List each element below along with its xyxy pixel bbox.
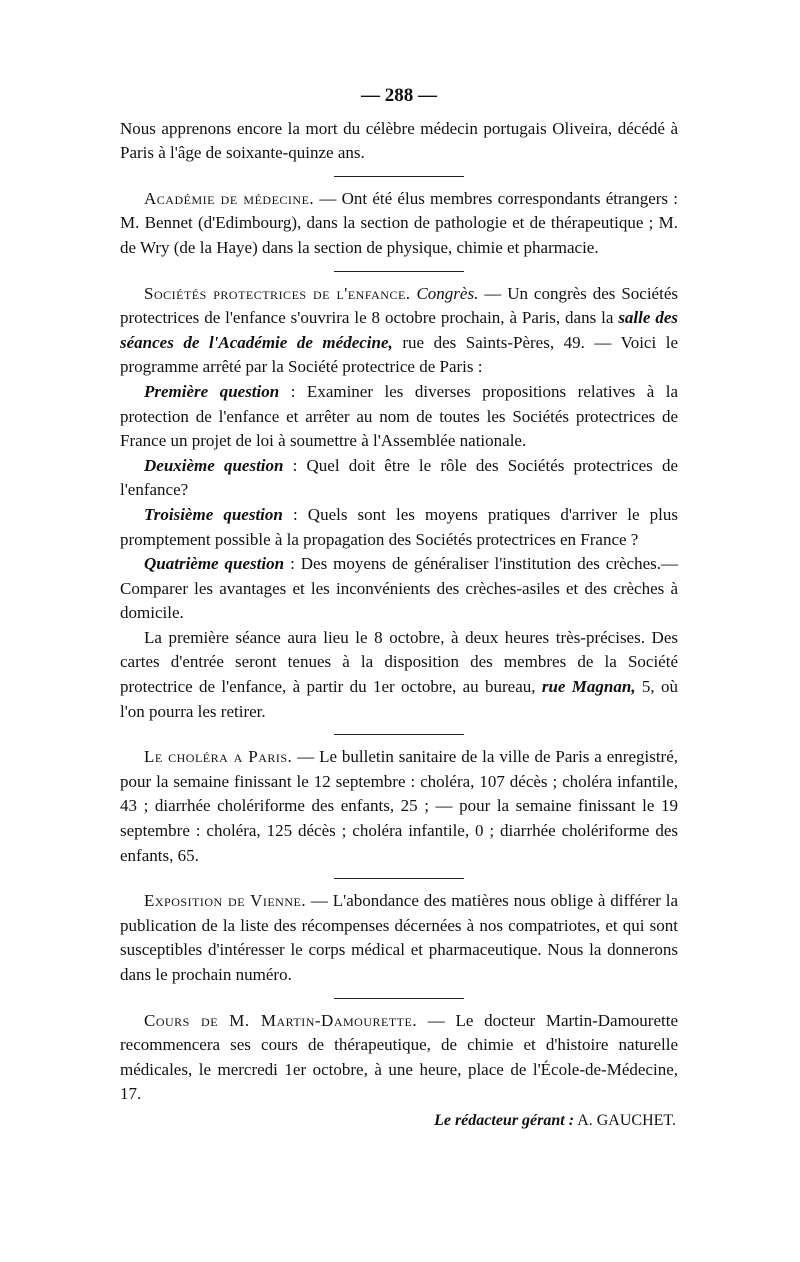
question-text: : Quel doit être le rôle des Sociétés protectrices de l'enfance? xyxy=(120,455,678,500)
section-divider xyxy=(334,998,464,999)
question-paragraph xyxy=(120,380,678,454)
cholera-paragraph xyxy=(120,745,678,868)
seance-paragraph xyxy=(120,626,678,724)
question-paragraph xyxy=(120,503,678,552)
societes-paragraph xyxy=(120,282,678,380)
question-label: Quatrième question xyxy=(144,554,285,574)
exposition-text: — L'abondance des matières nous oblige à différer la publication de la liste des récompenses décernées à nos compatriotes, et qui sont susceptibles d'intéresser le corps médical et pharmaceutique. Nous la donnerons dans le prochain numéro. xyxy=(120,891,678,984)
section-divider xyxy=(334,734,464,735)
cholera-text: — Le bulletin sanitaire de la ville de Paris a enregistré, pour la semaine finissant le 12 septembre : choléra, 107 décès ; choléra infantile, 43 ; diarrhée cholériforme des enfants, 25 ; — pour la semaine finissant le 19 septembre : choléra, 125 décès ; choléra infantile, 0 ; diarrhée cholériforme des enfants, 65. xyxy=(120,747,679,865)
page-number: — 288 — xyxy=(361,85,437,106)
question-text: : Quels sont les moyens pratiques d'arriver le plus promptement possible à la propagation des Sociétés protectrices en France ? xyxy=(120,504,679,549)
section-heading-cours: Cours de M. Martin-Damourette. xyxy=(144,1010,418,1030)
page-body xyxy=(120,84,678,1134)
congres-subheading: Congrès. xyxy=(416,283,479,303)
question-paragraph xyxy=(120,552,678,626)
societes-text-1: — Un congrès des Sociétés protectrices de l'enfance s'ouvrira le 8 octobre prochain, à Paris, dans la xyxy=(120,283,678,328)
exposition-paragraph xyxy=(120,889,678,987)
question-text: : Des moyens de généraliser l'institution des crèches.—Comparer les avantages et les inconvénients des crèches-asiles et des crèches à domicile. xyxy=(120,554,679,623)
signature-name: A. GAUCHET. xyxy=(577,1111,676,1129)
seance-text-1: La première séance aura lieu le 8 octobre, à deux heures très-précises. Des cartes d'entrée seront tenues à la disposition des membres de la Société protectrice de l'enfance, à partir du 1er octobre, au bureau, xyxy=(120,627,678,697)
question-label: Deuxième question xyxy=(144,455,284,475)
section-heading-academie: Académie de médecine. xyxy=(144,188,315,208)
section-divider xyxy=(334,271,464,272)
section-heading-cholera: Le choléra a Paris. xyxy=(144,747,293,767)
cours-text: — Le docteur Martin-Damourette recommencera ses cours de thérapeutique, de chimie et d'histoire naturelle médicales, le mercredi 1er octobre, à une heure, place de l'École-de-Médecine, 17. xyxy=(120,1010,679,1104)
section-divider xyxy=(334,176,464,177)
cours-paragraph xyxy=(120,1009,678,1107)
section-heading-exposition: Exposition de Vienne. xyxy=(144,891,307,911)
academie-paragraph xyxy=(120,187,678,261)
question-label: Troisième question xyxy=(144,504,283,524)
venue-text: salle des séances de l'Académie de médecine, xyxy=(120,308,678,352)
section-heading-societes: Sociétés protectrices de l'enfance. xyxy=(144,283,411,303)
signature xyxy=(120,1109,678,1134)
obituary-paragraph: Nous apprenons encore la mort du célèbre médecin portugais Oliveira, décédé à Paris à l'âge de soixante-quinze ans. xyxy=(120,118,678,163)
societes-text-2: rue des Saints-Pères, 49. — Voici le programme arrêté par la Société protectrice de Paris : xyxy=(120,332,679,377)
street-text: rue Magnan, xyxy=(541,677,636,697)
question-text: : Examiner les diverses propositions relatives à la protection de l'enfance et arrêter au nom de toutes les Sociétés protectrices de France un projet de loi à soumettre à l'Assemblée nationale. xyxy=(120,381,679,451)
question-paragraph xyxy=(120,454,678,503)
signature-title: Le rédacteur gérant : xyxy=(434,1111,575,1129)
seance-text-2: 5, où l'on pourra les retirer. xyxy=(120,677,679,721)
section-divider xyxy=(334,878,464,879)
question-label: Première question xyxy=(144,381,280,401)
academie-text: — Ont été élus membres correspondants étrangers : M. Bennet (d'Edimbourg), dans la section de pathologie et de thérapeutique ; M. de Wry (de la Haye) dans la section de physique, chimie et pharmacie. xyxy=(120,188,679,257)
